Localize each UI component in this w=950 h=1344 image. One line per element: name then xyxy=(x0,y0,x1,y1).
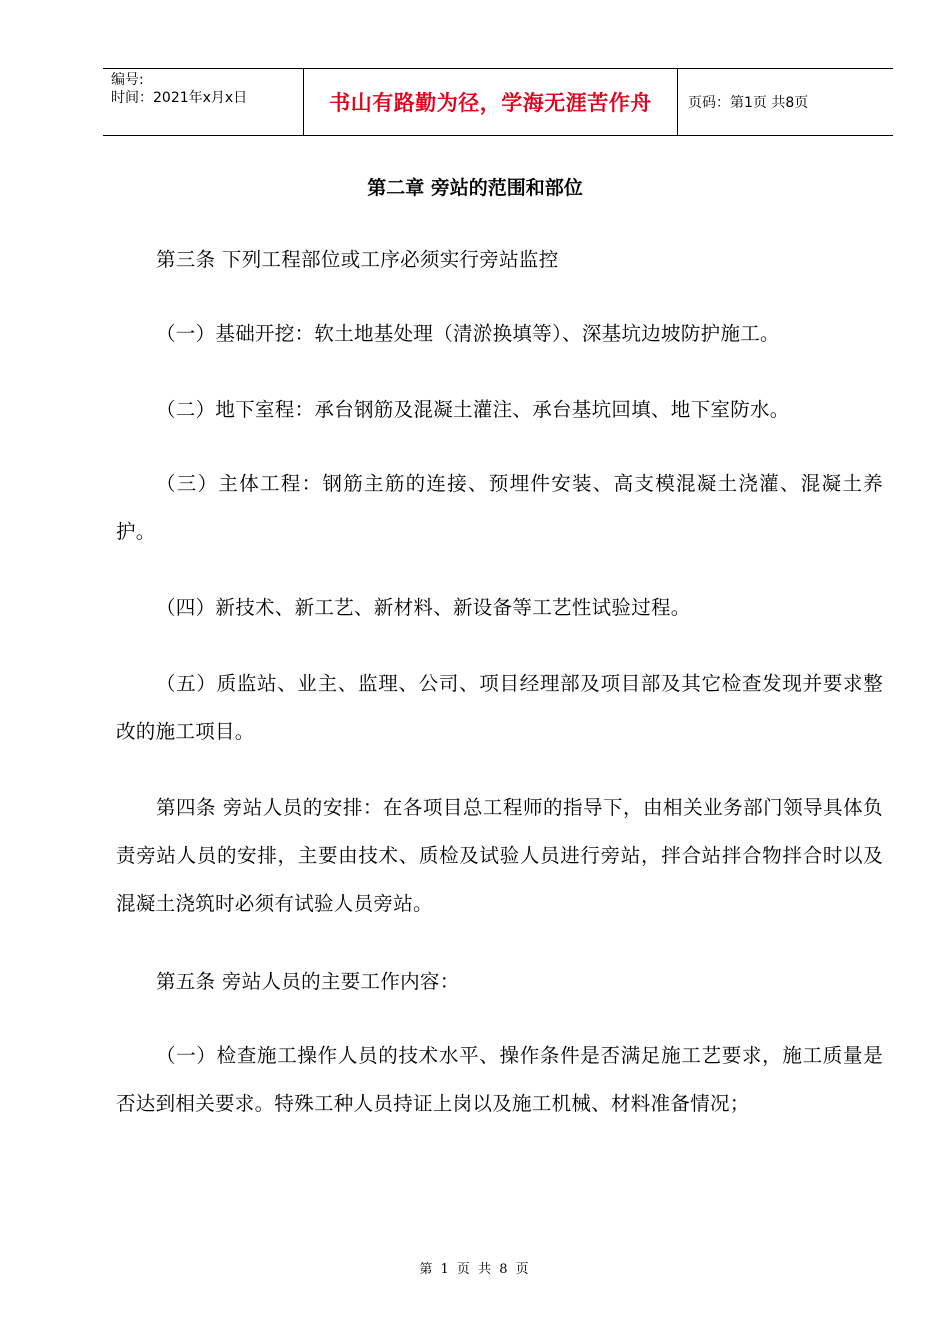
paragraph: （四）新技术、新工艺、新材料、新设备等工艺性试验过程。 xyxy=(156,596,691,619)
header-meta xyxy=(103,69,303,135)
header-page-code: 页码：第1页 共8页 xyxy=(688,95,809,111)
paragraph: 第三条 下列工程部位或工序必须实行旁站监控 xyxy=(156,248,559,271)
paragraph: 第五条 旁站人员的主要工作内容： xyxy=(156,970,460,993)
page-footer: 第 1 页 共 8 页 xyxy=(419,1262,531,1277)
number-label: 编号: xyxy=(111,72,144,88)
paragraph: （一）检查施工操作人员的技术水平、操作条件是否满足施工艺要求，施工质量是否达到相关要求。特殊工种人员持证上岗以及施工机械、材料准备情况； xyxy=(116,1044,883,1115)
paragraph: （二）地下室程：承台钢筋及混凝土灌注、承台基坑回填、地下室防水。 xyxy=(156,398,790,421)
paragraph: （一）基础开挖：软土地基处理（清淤换填等）、深基坑边坡防护施工。 xyxy=(156,322,780,345)
paragraph: （五）质监站、业主、监理、公司、项目经理部及项目部及其它检查发现并要求整改的施工项目。 xyxy=(116,672,883,743)
time-label: 时间：2021年x月x日 xyxy=(111,90,248,106)
paragraph: （三）主体工程：钢筋主筋的连接、预埋件安装、高支模混凝土浇灌、混凝土养护。 xyxy=(116,472,883,543)
paragraph: 第四条 旁站人员的安排：在各项目总工程师的指导下，由相关业务部门领导具体负责旁站人员的安排，主要由技术、质检及试验人员进行旁站，拌合站拌合物拌合时以及混凝土浇筑时必须有试验人员旁站。 xyxy=(116,796,883,915)
header-motto: 书山有路勤为径，学海无涯苦作舟 xyxy=(303,69,678,135)
chapter-title: 第二章 旁站的范围和部位 xyxy=(367,177,583,199)
document-header xyxy=(103,68,893,136)
